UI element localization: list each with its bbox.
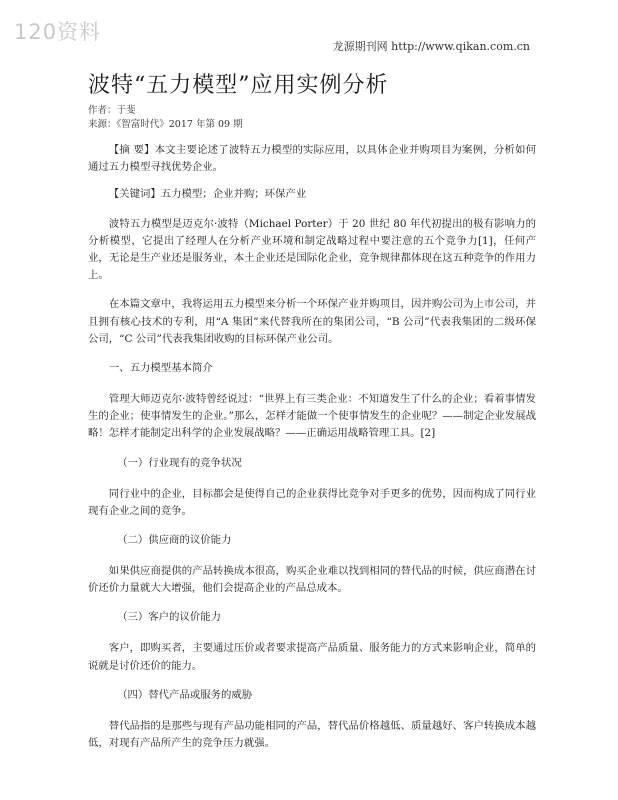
watermark-logo: 120资料 (14, 20, 102, 44)
subsection-heading: （四）替代产品或服务的威胁 (117, 688, 253, 701)
subsection-paragraph: 如果供应商提供的产品转换成本很高，购买企业难以找到相同的替代品的时候，供应商潜在讨价还价力量就大大增强，他们会提高企业的产品总成本。 (88, 565, 536, 595)
subsection-heading: （一）行业现有的竞争状况 (117, 456, 242, 469)
subsection-paragraph: 替代品指的是那些与现有产品功能相同的产品，替代品价格越低、质量越好、客户转换成本越低，对现有产品所产生的竞争压力就强。 (88, 719, 536, 750)
keywords: 【关键词】五力模型；企业并购；环保产业 (108, 188, 307, 201)
subsection-heading: （二）供应商的议价能力 (117, 534, 232, 547)
source-line: 来源：《智富时代》2017 年第 09 期 (88, 119, 243, 130)
subsection-paragraph: 同行业中的企业，目标都会是使得自己的企业获得比竞争对手更多的优势，因而构成了同行业现有企业之间的竞争。 (88, 487, 536, 517)
subsection-heading: （三）客户的议价能力 (117, 611, 222, 624)
author-line: 作者：于斐 (88, 105, 136, 116)
source-header: 龙源期刊网 http://www.qikan.com.cn (332, 40, 530, 53)
section-paragraph: 管理大师迈克尔·波特曾经说过：“世界上有三类企业：不知道发生了什么的企业；看着事情发生的企业；使事情发生的企业。”那么，怎样才能做一个使事情发生的企业呢？——制定企业发展战略！怎样才能制定出科学的企业发展战略？——正确运用战略管理工具。[2] (88, 393, 536, 440)
subsection-paragraph: 客户，即购买者，主要通过压价或者要求提高产品质量、服务能力的方式来影响企业，简单的说就是讨价还价的能力。 (88, 642, 536, 672)
page-title: 波特“五力模型”应用实例分析 (88, 73, 389, 98)
article-body (88, 142, 536, 764)
section-heading: 一、五力模型基本简介 (108, 362, 213, 375)
abstract: 【摘 要】本文主要论述了波特五力模型的实际应用，以具体企业并购项目为案例，分析如何通过五力模型寻找优势企业。 (88, 144, 536, 174)
intro-paragraph: 波特五力模型是迈克尔·波特（Michael Porter）于 20 世纪 80 年代初提出的极有影响力的分析模型，它提出了经理人在分析产业环境和制定战略过程中要注意的五个竞争力[1]，任何产业，无论是生产业还是服务业，本土企业还是国际化企业，竞争规律都体现在这五种竞争的作用力上。 (88, 217, 536, 282)
case-paragraph: 在本篇文章中，我将运用五力模型来分析一个环保产业并购项目，因并购公司为上市公司，并且拥有核心技术的专利，用“A 集团”来代替我所在的集团公司，“B 公司”代表我集团的二级环保公司，“C 公司”代表我集团收购的目标环保产业公司。 (88, 298, 536, 345)
